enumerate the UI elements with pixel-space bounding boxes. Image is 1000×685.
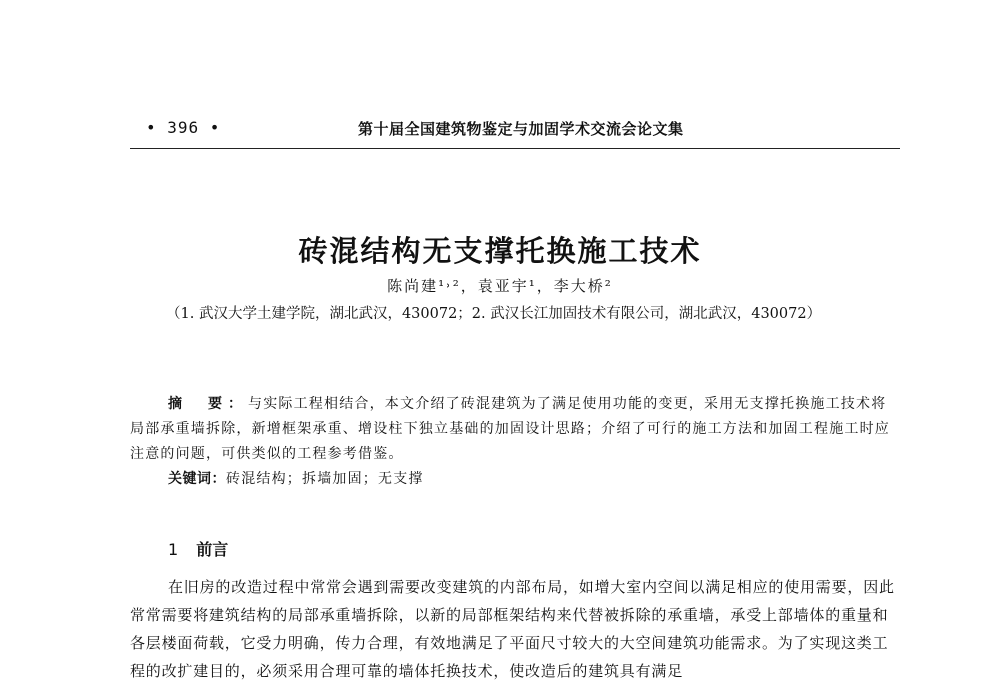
keywords	[168, 468, 424, 488]
body-paragraph: 在旧房的改造过程中常常会遇到需要改变建筑的内部布局，如增大室内空间以满足相应的使用需要，因此常常需要将建筑结构的局部承重墙拆除，以新的局部框架结构来代替被拆除的承重墙，承受上部墙体的重量和各层楼面荷载，它受力明确，传力合理，有效地满足了平面尺寸较大的大空间建筑功能需求。为了实现这类工程的改扩建目的，必须采用合理可靠的墙体托换技术，使改造后的建筑具有满足	[130, 578, 895, 680]
keywords-text: 砖混结构；拆墙加固；无支撑	[226, 471, 424, 487]
section-number: 1	[168, 540, 179, 559]
authors: 陈尚建¹˒²，袁亚宇¹，李大桥²	[387, 277, 613, 295]
section-title: 前言	[196, 540, 229, 559]
keywords-label: 关键词：	[168, 471, 226, 487]
paper-title: 砖混结构无支撑托换施工技术	[298, 234, 702, 268]
abstract-text: 与实际工程相结合，本文介绍了砖混建筑为了满足使用功能的变更，采用无支撑托换施工技术将局部承重墙拆除，新增框架承重、增设柱下独立基础的加固设计思路；介绍了可行的施工方法和加固工程施工时应注意的问题，可供类似的工程参考借鉴。	[130, 396, 890, 462]
abstract	[130, 392, 900, 467]
section-heading	[168, 537, 228, 560]
abstract-label: 摘 要：	[168, 396, 248, 412]
header-rule	[130, 148, 900, 149]
page-number: • 396 •	[146, 118, 221, 137]
running-header: 第十届全国建筑物鉴定与加固学术交流会论文集	[358, 120, 684, 138]
affiliations: （1. 武汉大学土建学院，湖北武汉，430072；2. 武汉长江加固技术有限公司，湖北武汉，430072）	[166, 306, 822, 322]
